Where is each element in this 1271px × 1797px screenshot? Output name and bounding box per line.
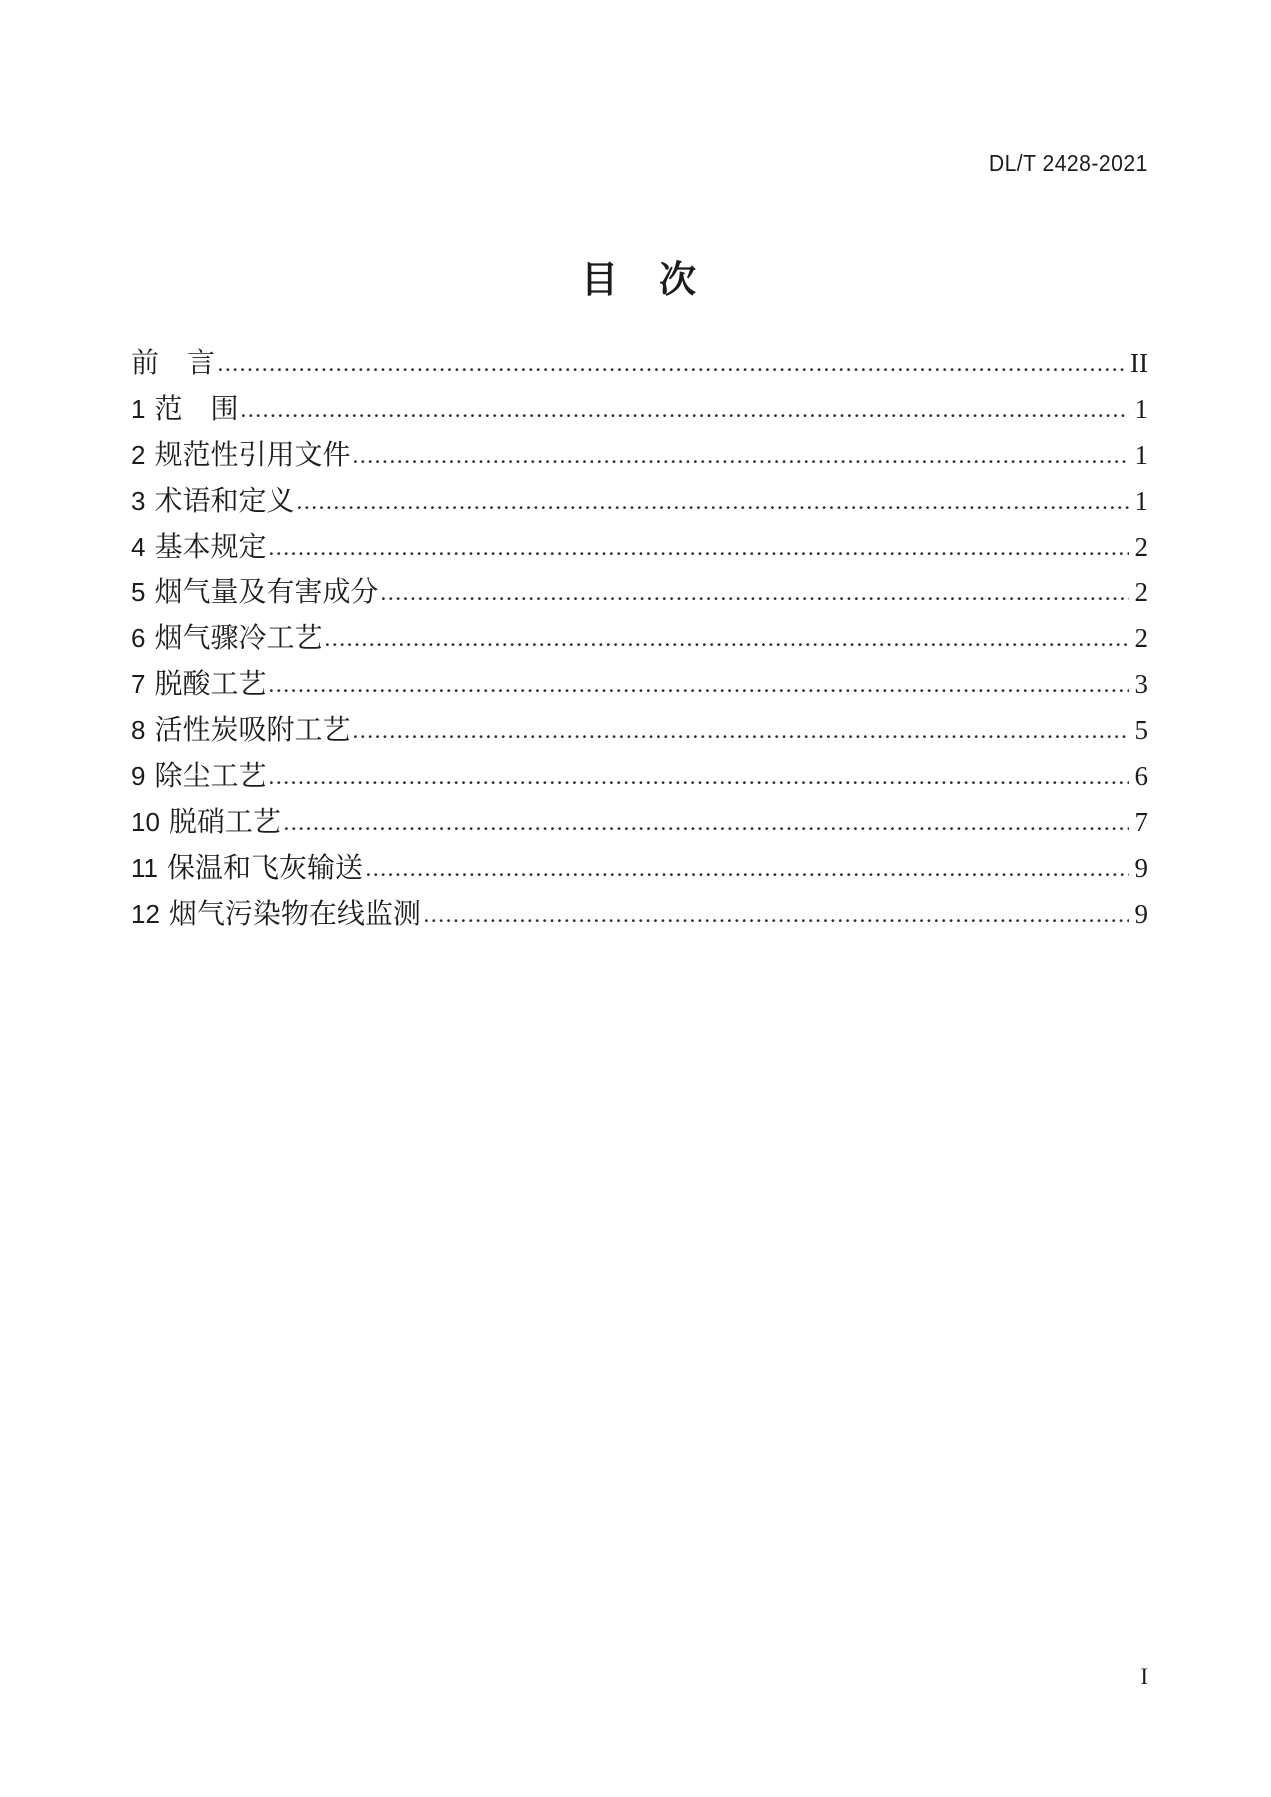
dotted-leader [382, 597, 1128, 601]
dotted-leader [425, 919, 1129, 923]
toc-entry-number: 5 [131, 577, 146, 608]
dotted-leader [298, 506, 1128, 510]
dotted-leader [270, 781, 1128, 785]
toc-entry-page-number: 2 [1134, 531, 1148, 562]
toc-entry-title: 烟气污染物在线监测 [168, 898, 421, 930]
toc-entry-number: 7 [131, 669, 146, 700]
page-title: 目 次 [581, 259, 698, 300]
toc-entry-number: 6 [131, 623, 146, 654]
toc-entry-title: 规范性引用文件 [154, 439, 351, 471]
footer-page-number: I [1140, 1664, 1148, 1689]
toc-entry-page-number: 1 [1134, 393, 1148, 424]
toc-entry-page-number: 5 [1134, 715, 1148, 746]
dotted-leader [326, 643, 1128, 647]
toc-entry [131, 433, 1148, 479]
toc-entry-number: 10 [131, 806, 160, 837]
toc-entry-number: 4 [131, 531, 146, 562]
toc-entry-number: 3 [131, 485, 146, 516]
dotted-leader [354, 460, 1128, 464]
toc-entry-page-number: 9 [1134, 852, 1148, 883]
dotted-leader [242, 414, 1128, 418]
toc-entry-page-number: 2 [1134, 577, 1148, 608]
table-of-contents [131, 341, 1148, 938]
toc-entry-number: 1 [131, 393, 146, 424]
toc-entry-title: 除尘工艺 [154, 761, 267, 793]
toc-entry-title: 术语和定义 [154, 485, 295, 517]
dotted-leader [354, 735, 1128, 739]
toc-entry-number: 2 [131, 439, 146, 470]
dotted-leader [285, 827, 1129, 831]
toc-entry [131, 616, 1148, 662]
dotted-leader [270, 552, 1128, 556]
toc-entry-page-number: 9 [1134, 898, 1148, 929]
toc-entry [131, 570, 1148, 616]
toc-entry-title: 脱酸工艺 [154, 669, 267, 701]
toc-entry [131, 800, 1148, 846]
toc-entry-page-number: II [1130, 348, 1148, 378]
toc-entry-title: 脱硝工艺 [168, 806, 281, 838]
toc-entry-title: 烟气量及有害成分 [154, 577, 379, 609]
toc-entry [131, 341, 1148, 387]
dotted-leader [367, 873, 1128, 877]
toc-entry-title: 基本规定 [154, 531, 267, 563]
toc-entry [131, 662, 1148, 708]
dotted-leader [270, 689, 1128, 693]
toc-entry-number: 9 [131, 761, 146, 792]
toc-entry-page-number: 3 [1134, 669, 1148, 700]
toc-entry-title: 烟气骤冷工艺 [154, 623, 323, 655]
toc-entry-number: 8 [131, 715, 146, 746]
toc-entry [131, 892, 1148, 938]
toc-entry-title: 保温和飞灰输送 [167, 852, 364, 884]
toc-entry-title: 范 围 [154, 393, 239, 425]
toc-entry [131, 479, 1148, 525]
toc-entry [131, 754, 1148, 800]
standard-code: DL/T 2428-2021 [989, 150, 1148, 176]
toc-entry-number: 12 [131, 898, 160, 929]
toc-entry [131, 525, 1148, 571]
toc-entry-number: 11 [131, 852, 158, 883]
toc-entry-page-number: 7 [1134, 806, 1148, 837]
toc-entry-page-number: 6 [1134, 761, 1148, 792]
toc-entry-page-number: 1 [1134, 485, 1148, 516]
toc-entry-page-number: 1 [1134, 439, 1148, 470]
toc-entry [131, 846, 1148, 892]
toc-entry-title: 前 言 [131, 348, 216, 379]
toc-entry [131, 708, 1148, 754]
toc-entry-page-number: 2 [1134, 623, 1148, 654]
toc-entry [131, 387, 1148, 433]
dotted-leader [219, 368, 1124, 372]
toc-entry-title: 活性炭吸附工艺 [154, 715, 351, 747]
